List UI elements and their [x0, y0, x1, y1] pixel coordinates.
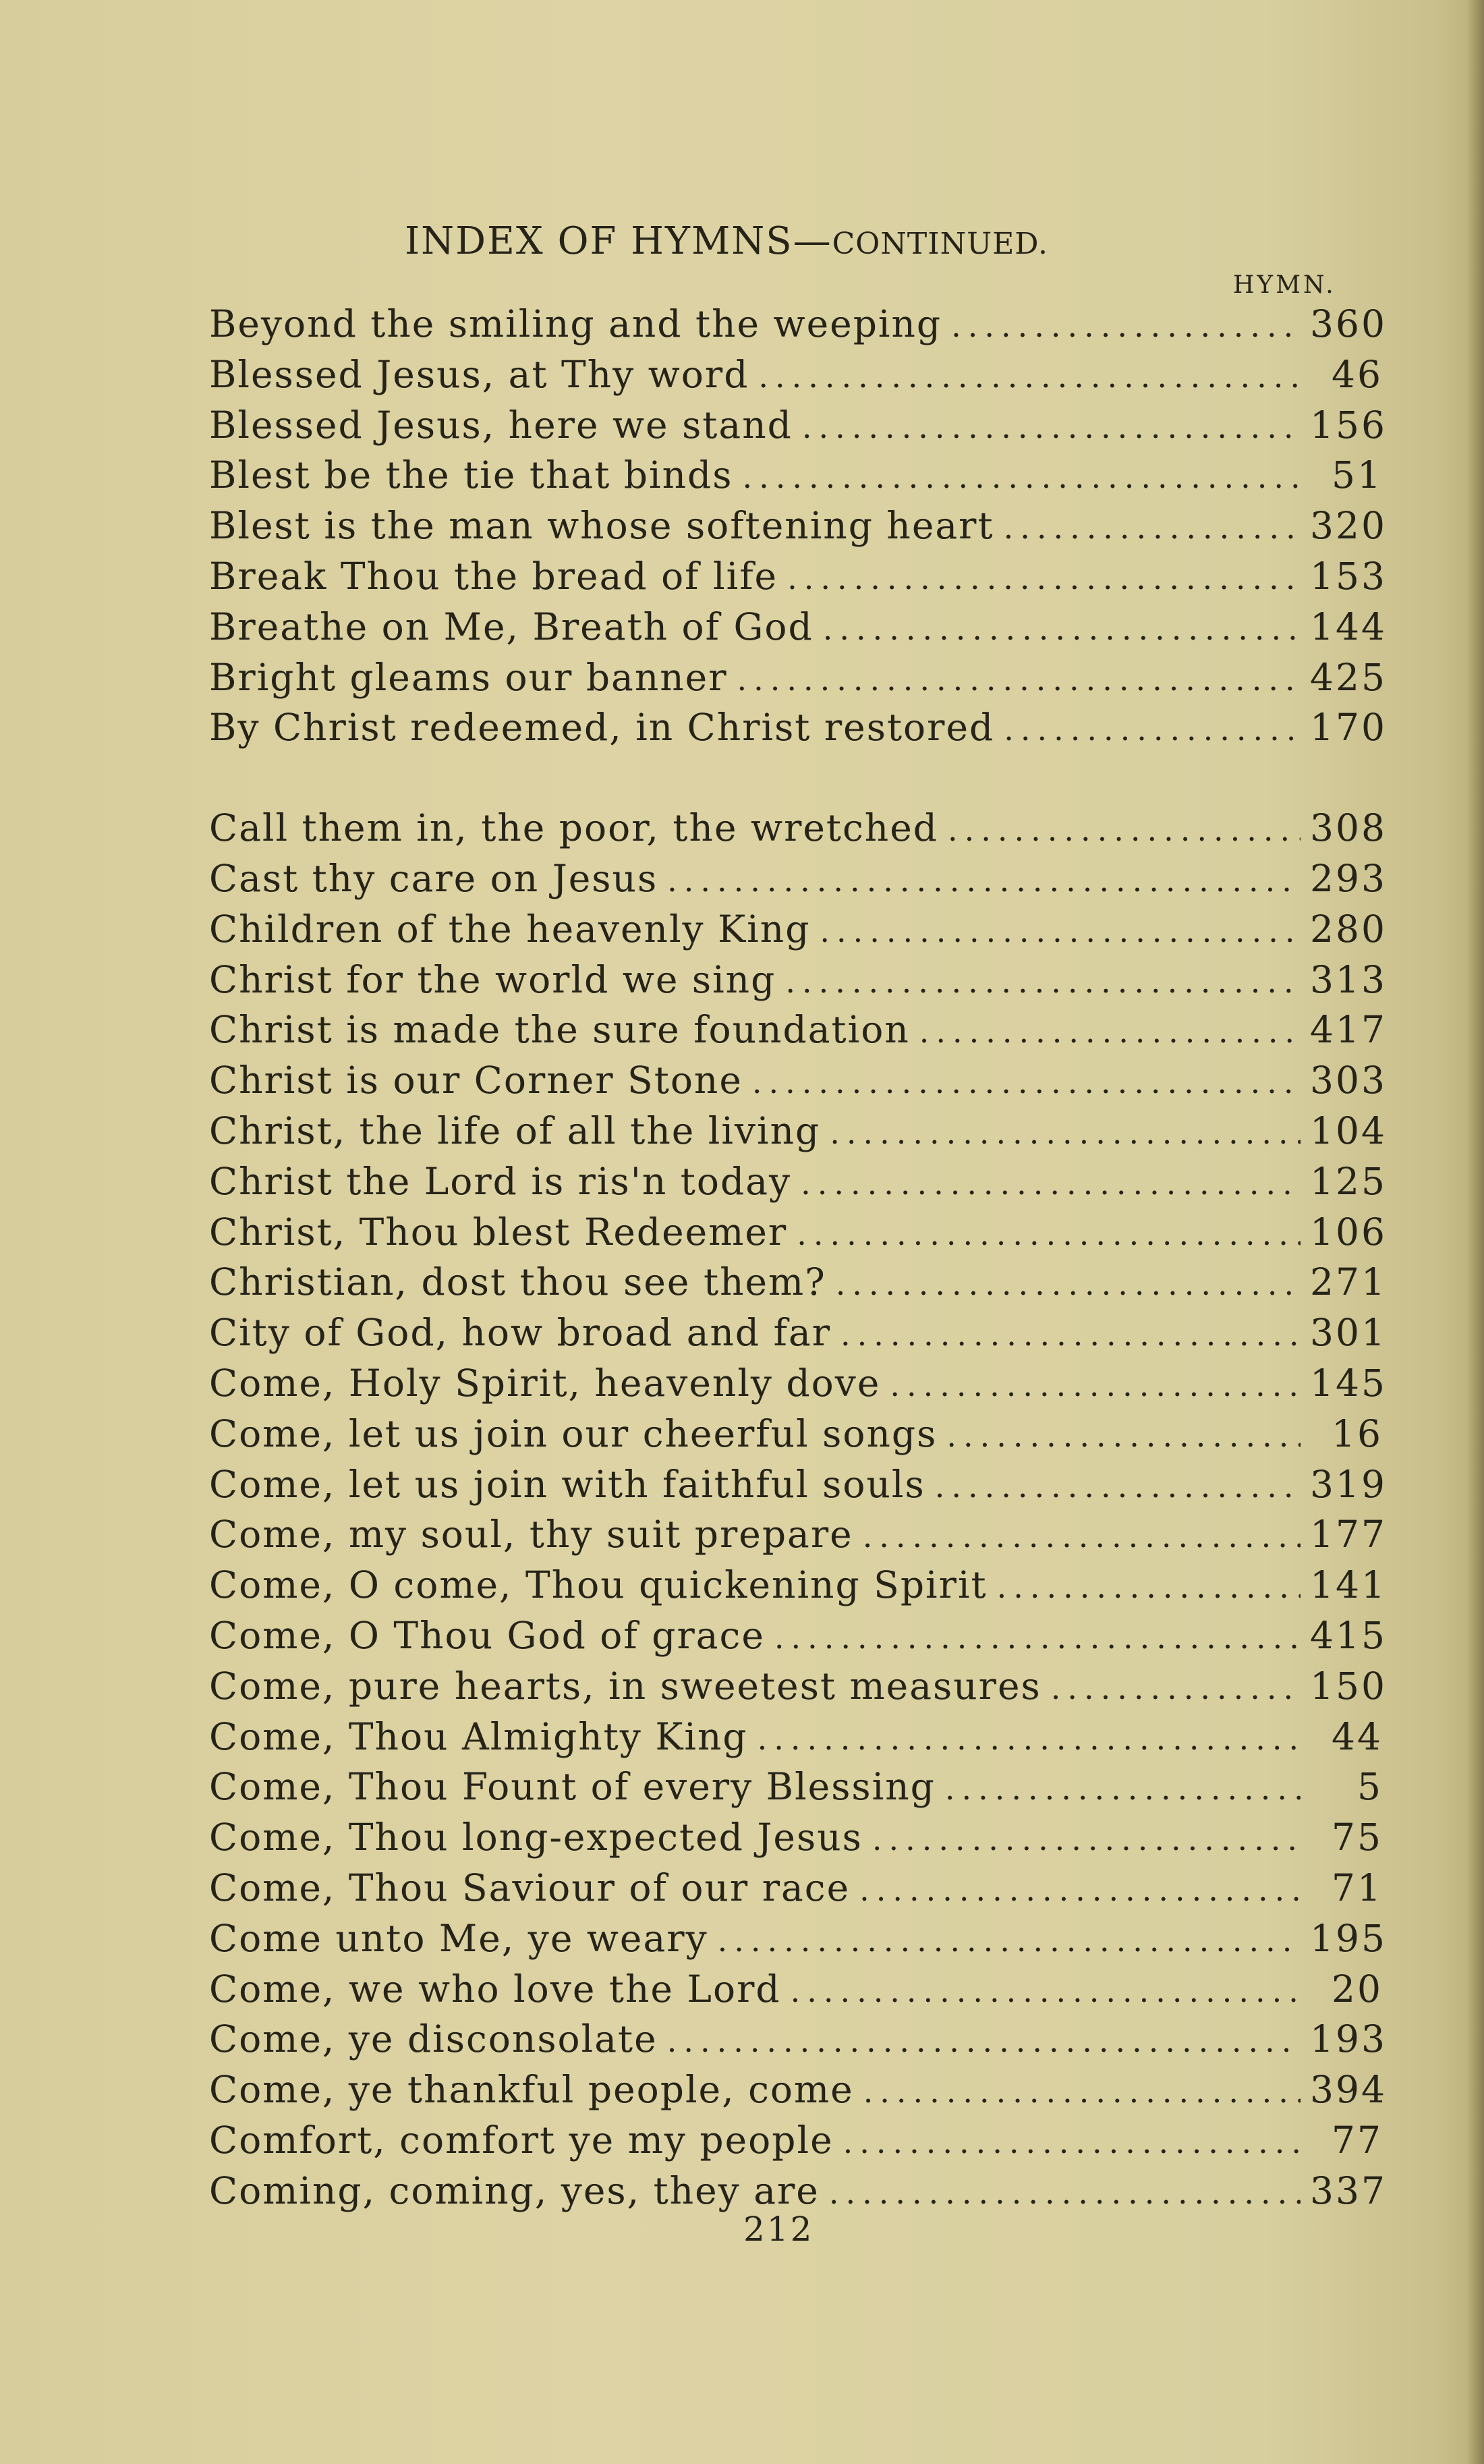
hymn-number: 319 — [1310, 1462, 1387, 1506]
dot-leader — [859, 1872, 1301, 1908]
hymn-number: 104 — [1310, 1109, 1387, 1152]
hymn-title: Christ, the life of all the living — [209, 1109, 821, 1152]
hymn-title: Beyond the smiling and the weeping — [209, 302, 942, 345]
hymn-title: Come, Thou Fount of every Blessing — [209, 1765, 936, 1809]
dot-leader — [890, 1367, 1301, 1403]
hymn-title: Blest is the man whose softening heart — [209, 504, 994, 548]
hymn-title: Come, pure hearts, in sweetest measures — [209, 1664, 1041, 1708]
hymn-title: Breathe on Me, Breath of God — [209, 605, 814, 648]
hymn-title: Come, we who love the Lord — [209, 1967, 781, 2011]
dot-leader — [820, 913, 1301, 949]
index-entry — [209, 1967, 1383, 2018]
hymn-number: 77 — [1332, 2118, 1383, 2162]
index-entry — [209, 1664, 1387, 1715]
index-entry — [209, 1765, 1383, 1816]
index-entry — [209, 1715, 1383, 1766]
dot-leader — [667, 862, 1301, 899]
dot-leader — [997, 1569, 1301, 1605]
index-entry — [209, 706, 1387, 756]
hymn-number: 280 — [1310, 907, 1387, 951]
index-entry — [209, 504, 1387, 555]
dot-leader — [787, 560, 1301, 596]
index-entry — [209, 2119, 1383, 2169]
page-edge-shadow — [1466, 0, 1484, 2464]
hymn-title: Come, Thou Saviour of our race — [209, 1866, 851, 1909]
hymn-number: 195 — [1310, 1916, 1387, 1960]
hymn-title: Blessed Jesus, at Thy word — [209, 352, 749, 396]
hymn-index-list — [209, 302, 1387, 2219]
index-entry — [209, 605, 1387, 656]
dot-leader — [946, 1418, 1301, 1454]
hymn-title: Come, Thou Almighty King — [209, 1714, 748, 1758]
hymn-title: Call them in, the poor, the wretched — [209, 806, 938, 850]
hymn-number: 303 — [1310, 1059, 1387, 1102]
dot-leader — [785, 963, 1301, 1000]
dot-leader — [752, 1064, 1301, 1100]
index-entry — [209, 1159, 1387, 1210]
dot-leader — [945, 1770, 1301, 1807]
hymn-title: Christ is made the sure foundation — [209, 1008, 910, 1052]
dot-leader — [840, 1316, 1301, 1353]
hymn-number: 145 — [1310, 1361, 1387, 1405]
hymn-number: 141 — [1310, 1563, 1387, 1607]
hymn-title: Come, let us join with faithful souls — [209, 1462, 925, 1506]
dot-leader — [758, 358, 1301, 395]
dot-leader — [843, 2124, 1301, 2160]
hymn-title: Come, O Thou God of grace — [209, 1613, 765, 1657]
hymn-title: Come, Holy Spirit, heavenly dove — [209, 1361, 881, 1405]
dot-leader — [919, 1013, 1301, 1050]
hymn-number: 193 — [1310, 2017, 1387, 2061]
hymn-title: Blest be the tie that binds — [209, 453, 733, 497]
index-entry — [209, 1059, 1387, 1109]
dot-leader — [823, 611, 1301, 647]
hymn-title: Christ the Lord is ris'n today — [209, 1159, 792, 1203]
index-entry — [209, 1412, 1383, 1463]
hymn-title: Christian, dost thou see them? — [209, 1260, 826, 1304]
hymn-number: 415 — [1310, 1613, 1387, 1657]
page-title — [405, 219, 1048, 263]
dot-leader — [791, 1973, 1301, 2009]
index-entry — [209, 2068, 1387, 2119]
title-continued: CONTINUED. — [832, 227, 1049, 261]
group-spacer — [209, 756, 1383, 806]
index-entry — [209, 554, 1387, 605]
dot-leader — [667, 2023, 1301, 2059]
hymn-number: 293 — [1310, 856, 1387, 900]
hymn-number: 170 — [1310, 706, 1387, 750]
index-entry — [209, 1361, 1387, 1412]
index-entry — [209, 353, 1383, 403]
dot-leader — [737, 661, 1301, 698]
index-entry — [209, 1916, 1387, 1967]
dot-leader — [742, 459, 1301, 495]
dot-leader — [1004, 509, 1301, 546]
hymn-number: 20 — [1332, 1967, 1383, 2011]
hymn-number: 144 — [1310, 605, 1387, 648]
page-number: 212 — [743, 2210, 814, 2249]
index-entry — [209, 907, 1387, 958]
dot-leader — [830, 1115, 1301, 1151]
index-entry — [209, 1816, 1383, 1866]
dot-leader — [802, 409, 1301, 445]
index-entry — [209, 1513, 1387, 1563]
hymn-title: Christ for the world we sing — [209, 957, 776, 1001]
hymn-number: 16 — [1332, 1411, 1383, 1455]
index-entry — [209, 1008, 1387, 1059]
hymn-number: 394 — [1310, 2068, 1387, 2112]
index-entry — [209, 1462, 1387, 1513]
hymn-number: 71 — [1332, 1866, 1383, 1909]
index-entry — [209, 957, 1387, 1009]
hymn-number: 106 — [1310, 1210, 1387, 1254]
dot-leader — [1004, 711, 1301, 748]
dot-leader — [829, 2175, 1301, 2211]
hymn-column-label: HYMN. — [1233, 271, 1336, 299]
hymn-number: 75 — [1332, 1816, 1383, 1859]
hymn-title: Children of the heavenly King — [209, 907, 811, 951]
hymn-number: 44 — [1332, 1714, 1383, 1758]
index-entry — [209, 1109, 1387, 1160]
dot-leader — [872, 1821, 1301, 1857]
dot-leader — [836, 1266, 1301, 1302]
hymn-title: Come, ye thankful people, come — [209, 2068, 854, 2112]
index-entry — [209, 806, 1387, 857]
hymn-number: 5 — [1357, 1765, 1383, 1809]
hymn-title: Coming, coming, yes, they are — [209, 2168, 820, 2212]
dot-leader — [1051, 1670, 1301, 1706]
index-entry — [209, 1866, 1383, 1917]
hymn-number: 360 — [1310, 302, 1387, 345]
hymn-number: 153 — [1310, 554, 1387, 598]
index-entry — [209, 302, 1387, 353]
index-entry — [209, 1311, 1387, 1362]
index-entry — [209, 2017, 1387, 2068]
hymn-title: Come, ye disconsolate — [209, 2017, 658, 2061]
hymn-title: Christ is our Corner Stone — [209, 1059, 743, 1102]
hymn-number: 150 — [1310, 1664, 1387, 1708]
hymn-number: 125 — [1310, 1159, 1387, 1203]
hymn-number: 308 — [1310, 806, 1387, 850]
hymn-title: Come, O come, Thou quickening Spirit — [209, 1563, 988, 1607]
hymn-number: 156 — [1310, 403, 1387, 447]
hymn-title: Come, Thou long-expected Jesus — [209, 1816, 863, 1859]
dot-leader — [863, 1518, 1301, 1555]
dot-leader — [797, 1216, 1301, 1252]
hymn-number: 46 — [1332, 352, 1383, 396]
hymn-title: Blessed Jesus, here we stand — [209, 403, 793, 447]
hymn-title: Break Thou the bread of life — [209, 554, 778, 598]
dot-leader — [935, 1468, 1301, 1505]
hymn-title: Come, my soul, thy suit prepare — [209, 1513, 853, 1557]
hymn-title: Come, let us join our cheerful songs — [209, 1411, 938, 1455]
hymn-title: Comfort, comfort ye my people — [209, 2118, 834, 2162]
dot-leader — [948, 812, 1301, 848]
hymn-number: 337 — [1310, 2168, 1387, 2212]
hymn-title: Cast thy care on Jesus — [209, 856, 658, 900]
index-entry — [209, 856, 1387, 907]
hymn-title: Christ, Thou blest Redeemer — [209, 1210, 788, 1254]
hymn-number: 301 — [1310, 1311, 1387, 1355]
dot-leader — [758, 1720, 1301, 1757]
hymn-number: 271 — [1310, 1260, 1387, 1304]
index-entry — [209, 1210, 1387, 1261]
index-entry — [209, 1563, 1387, 1614]
dot-leader — [801, 1165, 1301, 1202]
index-entry — [209, 1613, 1387, 1664]
hymn-title: Come unto Me, ye weary — [209, 1916, 708, 1960]
dot-leader — [863, 2073, 1301, 2110]
dot-leader — [951, 308, 1301, 344]
title-main: INDEX OF HYMNS— — [405, 219, 832, 263]
dot-leader — [718, 1922, 1301, 1959]
hymn-number: 425 — [1310, 655, 1387, 699]
hymn-title: City of God, how broad and far — [209, 1311, 832, 1355]
hymn-number: 417 — [1310, 1008, 1387, 1052]
hymn-number: 51 — [1332, 453, 1383, 497]
hymn-number: 313 — [1310, 957, 1387, 1001]
index-entry — [209, 655, 1387, 706]
dot-leader — [774, 1619, 1301, 1656]
index-entry — [209, 1260, 1387, 1311]
hymn-number: 177 — [1310, 1513, 1387, 1557]
index-entry — [209, 453, 1383, 504]
hymn-title: Bright gleams our banner — [209, 655, 728, 699]
hymn-title: By Christ redeemed, in Christ restored — [209, 706, 995, 750]
hymn-number: 320 — [1310, 504, 1387, 548]
index-entry — [209, 403, 1387, 454]
